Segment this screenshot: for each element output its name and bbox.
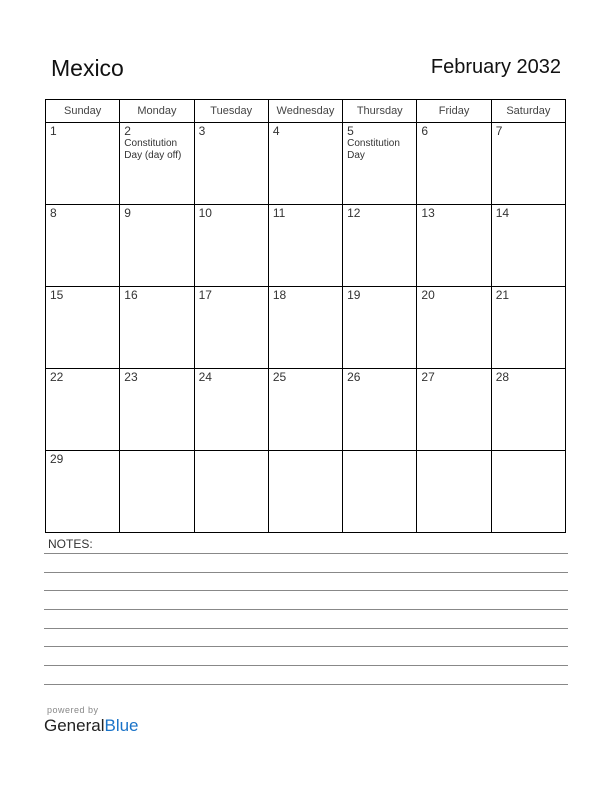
day-cell	[46, 287, 120, 369]
day-number: 28	[495, 370, 510, 384]
day-number: 7	[495, 124, 503, 138]
day-cell	[268, 451, 342, 533]
month-title: February 2032	[430, 56, 561, 78]
weekday-header: Tuesday	[194, 100, 268, 123]
week-row	[46, 205, 566, 287]
generalblue-logo	[44, 716, 139, 736]
day-number: 27	[421, 370, 435, 384]
day-number: 6	[421, 124, 429, 138]
day-cell	[194, 205, 268, 287]
day-cell	[120, 123, 194, 205]
day-cell	[268, 205, 342, 287]
week-row	[46, 451, 566, 533]
week-row	[46, 287, 566, 369]
day-cell	[194, 123, 268, 205]
day-cell	[268, 287, 342, 369]
notes-line	[44, 609, 568, 610]
country-title: Mexico	[51, 55, 124, 81]
day-cell	[343, 369, 417, 451]
powered-by-label: powered by	[47, 705, 99, 715]
day-cell	[46, 369, 120, 451]
notes-line	[44, 665, 568, 666]
day-cell	[417, 369, 491, 451]
day-cell	[343, 451, 417, 533]
day-cell	[194, 451, 268, 533]
day-number: 1	[50, 124, 57, 138]
notes-line	[44, 684, 568, 685]
day-number: 24	[198, 370, 212, 384]
week-row	[46, 369, 566, 451]
day-number: 29	[50, 452, 64, 466]
notes-line	[44, 628, 568, 629]
day-cell	[194, 287, 268, 369]
day-number: 22	[50, 370, 64, 384]
notes-line	[44, 572, 568, 573]
day-cell	[491, 451, 565, 533]
holiday-label: Constitution Day (day off)	[124, 138, 182, 161]
day-number: 18	[272, 288, 287, 302]
logo-blue-text: Blue	[104, 716, 139, 735]
weekday-header-row	[46, 100, 566, 123]
day-number: 3	[198, 124, 206, 138]
day-cell	[343, 123, 417, 205]
day-number: 17	[198, 288, 212, 302]
day-cell	[491, 287, 565, 369]
day-cell	[194, 369, 268, 451]
day-number: 13	[421, 206, 435, 220]
day-number: 11	[272, 206, 286, 220]
week-row	[46, 123, 566, 205]
day-number: 26	[347, 370, 361, 384]
weekday-header: Thursday	[343, 100, 417, 123]
notes-line	[44, 590, 568, 591]
notes-line	[44, 646, 568, 647]
day-cell	[46, 123, 120, 205]
day-cell	[343, 287, 417, 369]
day-cell	[491, 205, 565, 287]
weekday-header: Saturday	[491, 100, 565, 123]
day-number: 12	[347, 206, 361, 220]
day-cell	[491, 123, 565, 205]
day-number: 23	[124, 370, 138, 384]
weekday-header: Friday	[417, 100, 491, 123]
day-number: 19	[347, 288, 361, 302]
day-number: 9	[124, 206, 131, 220]
holiday-label: Constitution Day	[347, 138, 400, 161]
weekday-header: Sunday	[46, 100, 120, 123]
day-number: 14	[495, 206, 510, 220]
day-cell	[120, 451, 194, 533]
day-number: 8	[50, 206, 57, 220]
logo-general-text: General	[44, 716, 105, 735]
notes-line	[44, 553, 568, 554]
day-number: 15	[50, 288, 64, 302]
day-number: 21	[495, 288, 510, 302]
day-cell	[417, 123, 491, 205]
day-cell	[268, 369, 342, 451]
day-number: 10	[198, 206, 212, 220]
day-cell	[343, 205, 417, 287]
weekday-header: Wednesday	[268, 100, 342, 123]
day-cell	[120, 287, 194, 369]
notes-label: NOTES:	[48, 537, 93, 551]
weekday-header: Monday	[120, 100, 194, 123]
day-cell	[491, 369, 565, 451]
day-number: 16	[124, 288, 138, 302]
day-cell	[417, 451, 491, 533]
day-number: 5	[347, 124, 354, 138]
day-cell	[417, 287, 491, 369]
day-number: 2	[124, 124, 131, 138]
day-cell	[46, 451, 120, 533]
day-number: 25	[272, 370, 287, 384]
day-cell	[120, 369, 194, 451]
day-cell	[417, 205, 491, 287]
day-cell	[268, 123, 342, 205]
day-number: 4	[272, 124, 280, 138]
day-number: 20	[421, 288, 435, 302]
day-cell	[120, 205, 194, 287]
calendar-grid	[45, 99, 566, 533]
day-cell	[46, 205, 120, 287]
